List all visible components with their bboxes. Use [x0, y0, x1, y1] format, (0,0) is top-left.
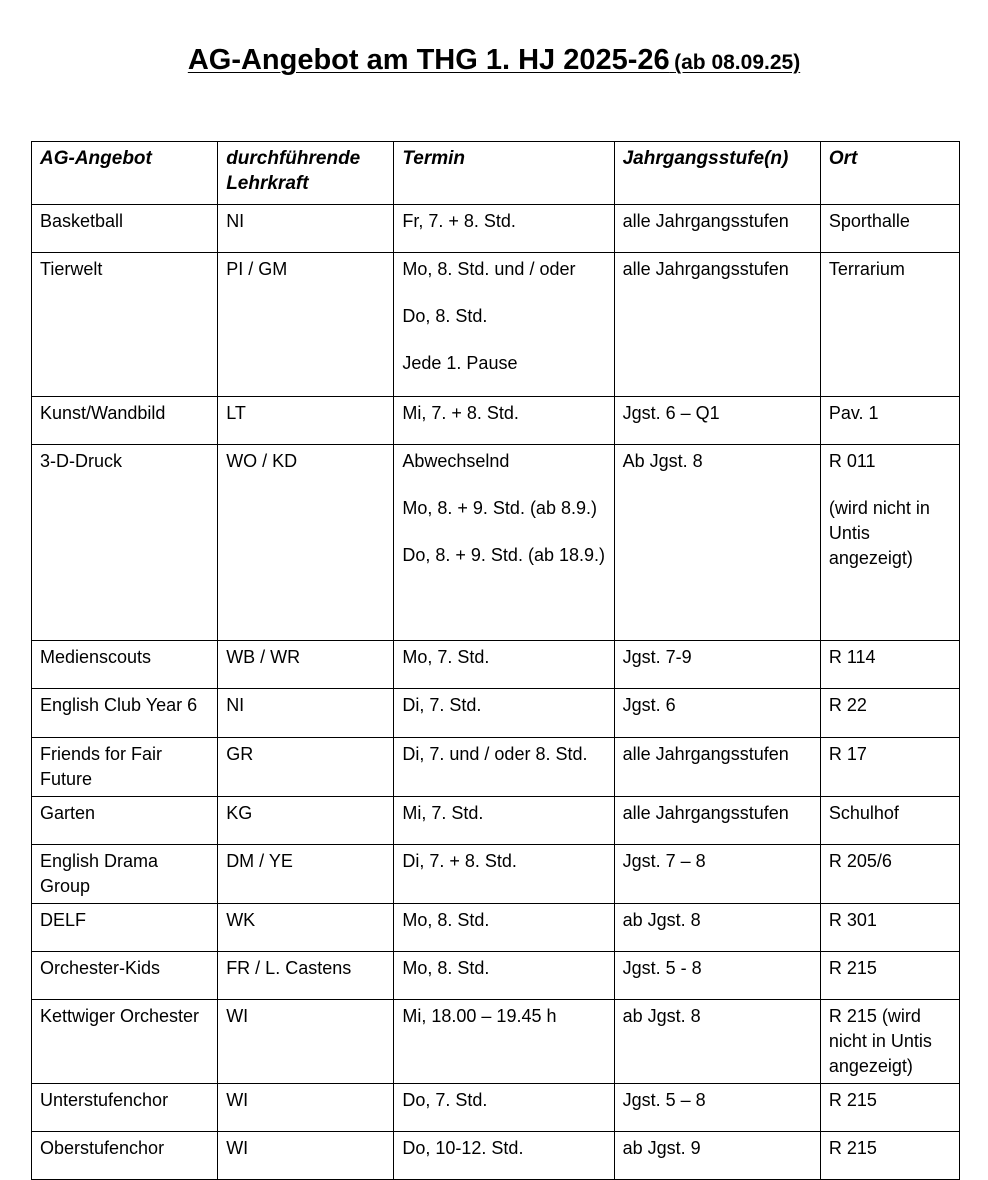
- cell-termin-line: Mo, 8. Std.: [402, 958, 490, 978]
- table-row: [32, 445, 960, 641]
- cell-lehrkraft: WI: [218, 1132, 394, 1180]
- cell-ort: [820, 904, 959, 952]
- cell-lehrkraft: DM / YE: [218, 845, 394, 904]
- cell-ag: Garten: [32, 797, 218, 845]
- cell-ort-line: R 215: [828, 958, 877, 978]
- cell-termin: [394, 1084, 614, 1132]
- cell-jahrgang: alle Jahrgangsstufen: [614, 253, 820, 397]
- cell-jahrgang: alle Jahrgangsstufen: [614, 797, 820, 845]
- cell-termin-line: Fr, 7. + 8. Std.: [402, 211, 516, 231]
- cell-lehrkraft: WI: [218, 1000, 394, 1084]
- cell-ort-line: Terrarium: [828, 259, 905, 279]
- cell-termin: [394, 738, 614, 797]
- cell-termin-line: Mo, 7. Std.: [402, 647, 490, 667]
- cell-termin-line: Mo, 8. Std. und / oder: [402, 259, 576, 279]
- table-row: [32, 1132, 960, 1180]
- table-row: [32, 904, 960, 952]
- cell-termin: [394, 1000, 614, 1084]
- cell-lehrkraft: FR / L. Castens: [218, 952, 394, 1000]
- cell-jahrgang: ab Jgst. 9: [614, 1132, 820, 1180]
- cell-ort: [820, 1000, 959, 1084]
- cell-ort: [820, 689, 959, 738]
- cell-jahrgang: ab Jgst. 8: [614, 904, 820, 952]
- table-row: [32, 1084, 960, 1132]
- cell-ort: [820, 1132, 959, 1180]
- cell-termin: [394, 689, 614, 738]
- cell-termin: [394, 797, 614, 845]
- ag-table: [31, 141, 960, 1180]
- cell-lehrkraft: NI: [218, 205, 394, 253]
- header-jahrgang: Jahrgangsstufe(n): [614, 142, 820, 205]
- cell-ag: Friends for Fair Future: [32, 738, 218, 797]
- cell-jahrgang: Jgst. 6 – Q1: [614, 397, 820, 445]
- cell-ort-line: R 215: [828, 1138, 877, 1158]
- table-row: [32, 205, 960, 253]
- cell-jahrgang: alle Jahrgangsstufen: [614, 738, 820, 797]
- cell-termin-line: Di, 7. + 8. Std.: [402, 851, 517, 871]
- cell-ort: [820, 845, 959, 904]
- header-row: [32, 142, 960, 205]
- cell-ag: Medienscouts: [32, 641, 218, 689]
- cell-termin: [394, 205, 614, 253]
- title-sub: (ab 08.09.25): [674, 51, 801, 74]
- cell-termin-line: Do, 8. Std.: [402, 306, 488, 326]
- cell-ort: [820, 253, 959, 397]
- cell-ort: [820, 797, 959, 845]
- cell-lehrkraft: NI: [218, 689, 394, 738]
- cell-ag: Kettwiger Orchester: [32, 1000, 218, 1084]
- cell-termin: [394, 445, 614, 641]
- cell-ort-line: R 301: [828, 910, 877, 930]
- cell-ort-line: Pav. 1: [828, 403, 879, 423]
- cell-ag: English Club Year 6: [32, 689, 218, 738]
- cell-ag: Unterstufenchor: [32, 1084, 218, 1132]
- cell-ag: Tierwelt: [32, 253, 218, 397]
- cell-ort-line: R 215: [828, 1090, 877, 1110]
- cell-termin: [394, 397, 614, 445]
- cell-termin-line: Do, 7. Std.: [402, 1090, 488, 1110]
- cell-lehrkraft: GR: [218, 738, 394, 797]
- table-row: [32, 845, 960, 904]
- cell-termin: [394, 904, 614, 952]
- page-title: [0, 44, 988, 77]
- table-row: [32, 1000, 960, 1084]
- header-ort: Ort: [820, 142, 959, 205]
- cell-termin: [394, 253, 614, 397]
- cell-ort-line: R 17: [828, 744, 867, 764]
- cell-jahrgang: Jgst. 7 – 8: [614, 845, 820, 904]
- table-row: [32, 797, 960, 845]
- header-ag: AG-Angebot: [32, 142, 218, 205]
- header-termin: Termin: [394, 142, 614, 205]
- cell-jahrgang: ab Jgst. 8: [614, 1000, 820, 1084]
- table-row: [32, 952, 960, 1000]
- cell-lehrkraft: WI: [218, 1084, 394, 1132]
- cell-ort: [820, 952, 959, 1000]
- cell-jahrgang: Ab Jgst. 8: [614, 445, 820, 641]
- cell-jahrgang: alle Jahrgangsstufen: [614, 205, 820, 253]
- cell-ort-line: R 215 (wird nicht in Untis angezeigt): [828, 1006, 932, 1076]
- table-row: [32, 738, 960, 797]
- cell-ag: Orchester-Kids: [32, 952, 218, 1000]
- cell-ort-line: (wird nicht in Untis angezeigt): [828, 498, 930, 568]
- cell-ort: [820, 397, 959, 445]
- cell-lehrkraft: WK: [218, 904, 394, 952]
- cell-ort-line: R 22: [828, 695, 867, 715]
- cell-ag: DELF: [32, 904, 218, 952]
- cell-termin-line: Jede 1. Pause: [402, 353, 518, 373]
- cell-lehrkraft: PI / GM: [218, 253, 394, 397]
- cell-ort: [820, 1084, 959, 1132]
- cell-ort: [820, 445, 959, 641]
- cell-termin-line: Do, 8. + 9. Std. (ab 18.9.): [402, 545, 605, 565]
- table-row: [32, 689, 960, 738]
- cell-lehrkraft: KG: [218, 797, 394, 845]
- cell-jahrgang: Jgst. 6: [614, 689, 820, 738]
- cell-ag: Oberstufenchor: [32, 1132, 218, 1180]
- table-row: [32, 641, 960, 689]
- cell-termin: [394, 952, 614, 1000]
- cell-ag: Basketball: [32, 205, 218, 253]
- cell-ort-line: R 011: [828, 451, 876, 471]
- cell-jahrgang: Jgst. 5 - 8: [614, 952, 820, 1000]
- cell-termin-line: Mi, 7. + 8. Std.: [402, 403, 519, 423]
- cell-jahrgang: Jgst. 5 – 8: [614, 1084, 820, 1132]
- cell-termin-line: Abwechselnd: [402, 451, 510, 471]
- cell-ag: 3-D-Druck: [32, 445, 218, 641]
- cell-termin: [394, 641, 614, 689]
- cell-ort: [820, 641, 959, 689]
- cell-termin-line: Do, 10-12. Std.: [402, 1138, 524, 1158]
- header-lehrkraft: durchführende Lehrkraft: [218, 142, 394, 205]
- cell-ag: English Drama Group: [32, 845, 218, 904]
- cell-termin: [394, 1132, 614, 1180]
- cell-ort-line: R 205/6: [828, 851, 892, 871]
- cell-termin-line: Mi, 18.00 – 19.45 h: [402, 1006, 557, 1026]
- cell-lehrkraft: LT: [218, 397, 394, 445]
- cell-termin-line: Mo, 8. + 9. Std. (ab 8.9.): [402, 498, 597, 518]
- cell-termin: [394, 845, 614, 904]
- cell-ort: [820, 738, 959, 797]
- cell-ort: [820, 205, 959, 253]
- cell-lehrkraft: WB / WR: [218, 641, 394, 689]
- cell-ort-line: Schulhof: [828, 803, 899, 823]
- cell-ort-line: Sporthalle: [828, 211, 910, 231]
- cell-termin-line: Mo, 8. Std.: [402, 910, 490, 930]
- table-row: [32, 397, 960, 445]
- cell-termin-line: Di, 7. Std.: [402, 695, 482, 715]
- table-row: [32, 253, 960, 397]
- cell-ag: Kunst/Wandbild: [32, 397, 218, 445]
- cell-ort-line: R 114: [828, 647, 876, 667]
- cell-termin-line: Di, 7. und / oder 8. Std.: [402, 744, 588, 764]
- title-main: AG-Angebot am THG 1. HJ 2025-26: [187, 44, 670, 76]
- cell-lehrkraft: WO / KD: [218, 445, 394, 641]
- cell-termin-line: Mi, 7. Std.: [402, 803, 484, 823]
- cell-jahrgang: Jgst. 7-9: [614, 641, 820, 689]
